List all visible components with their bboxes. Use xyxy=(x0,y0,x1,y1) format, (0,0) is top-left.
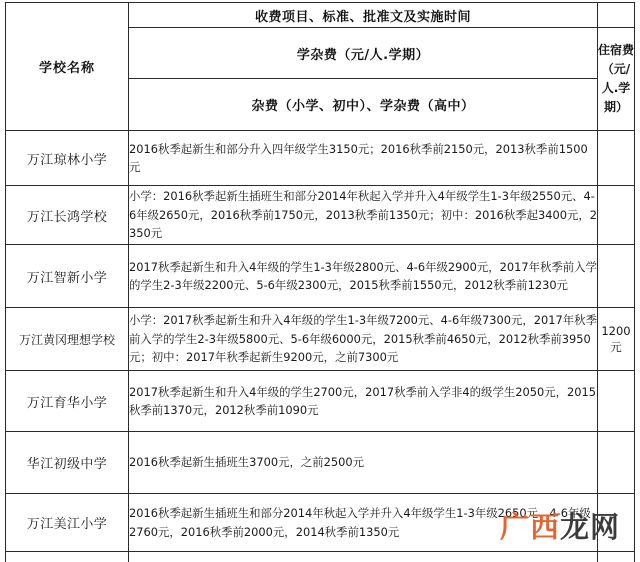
table-row xyxy=(6,371,635,432)
watermark-part-two: 龙网 xyxy=(560,510,621,544)
watermark-part-one: 广西 xyxy=(500,510,561,544)
cell-boarding-fee xyxy=(598,245,635,308)
cell-school-name-empty xyxy=(6,552,129,562)
header-misc-detail: 杂费（小学、初中）、学杂费（高中） xyxy=(129,79,598,131)
cell-school-name: 万江黄冈理想学校 xyxy=(6,308,129,371)
cell-boarding-fee xyxy=(598,131,635,186)
cell-boarding-fee-empty xyxy=(598,552,635,562)
header-spacer-cell xyxy=(598,3,635,28)
cell-school-name: 万江育华小学 xyxy=(6,371,129,432)
cell-boarding-fee xyxy=(598,186,635,245)
cell-fee-detail: 2016秋季起新生和部分升入四年级学生3150元；2016秋季前2150元，2013秋季前1500元 xyxy=(129,131,598,186)
table-row-partial xyxy=(6,552,635,562)
cell-school-name: 万江智新小学 xyxy=(6,245,129,308)
cell-school-name: 万江美江小学 xyxy=(6,494,129,552)
table-row xyxy=(6,494,635,552)
table-body xyxy=(6,131,635,562)
cell-fee-detail: 2016秋季起新生插班生3700元，之前2500元 xyxy=(129,432,598,494)
cell-boarding-fee xyxy=(598,432,635,494)
table-header xyxy=(6,3,635,131)
header-fee-group-title: 收费项目、标准、批准文及实施时间 xyxy=(129,3,598,28)
cell-boarding-fee xyxy=(598,494,635,552)
table-row xyxy=(6,245,635,308)
cell-boarding-fee xyxy=(598,371,635,432)
fee-standards-table xyxy=(5,2,635,562)
cell-fee-detail-empty xyxy=(129,552,598,562)
cell-fee-detail: 2017秋季起新生和升入4年级的学生2700元，2017秋季前入学非4的级学生2050元，2015秋季前1370元，2012秋季前1090元 xyxy=(129,371,598,432)
cell-fee-detail: 小学：2016秋季起新生插班生和部分2014年秋起入学并升入4年级学生1-3年级2550元、4-6年级2650元，2016秋季前1750元，2013秋季前1350元；初中：2016秋季起3400元，2350元 xyxy=(129,186,598,245)
table-row xyxy=(6,186,635,245)
header-tuition-misc: 学杂费（元/人.学期） xyxy=(129,28,598,79)
cell-school-name: 华江初级中学 xyxy=(6,432,129,494)
cell-fee-detail: 2017秋季起新生和升入4年级的学生1-3年级2800元、4-6年级2900元，2017年秋季前入学的学生2-3年级2200元、5-6年级2300元，2015秋季前1550元，2012秋季前1230元 xyxy=(129,245,598,308)
cell-fee-detail: 小学：2017秋季起新生和升入4年级的学生1-3年级7200元、4-6年级7300元，2017年秋季前入学的学生2-3年级5800元、5-6年级6000元，2015秋季前4650元，2012秋季前3950元；初中：2017年秋季起新生9200元，之前7300元 xyxy=(129,308,598,371)
table-row xyxy=(6,131,635,186)
table-row xyxy=(6,308,635,371)
cell-boarding-fee: 1200元 xyxy=(598,308,635,371)
header-row-1 xyxy=(6,3,635,28)
cell-fee-detail: 2016秋季起新生插班生和部分2014年秋起入学并升入4年级学生1-3年级2650元、4-6年级2760元，2016秋季前2000元，2014秋季前1350元 xyxy=(129,494,598,552)
cell-school-name: 万江琼林小学 xyxy=(6,131,129,186)
header-school-name: 学校名称 xyxy=(6,3,129,131)
header-boarding-fee: 住宿费（元/人.学期） xyxy=(598,28,635,131)
table-row xyxy=(6,432,635,494)
cell-school-name: 万江长鸿学校 xyxy=(6,186,129,245)
